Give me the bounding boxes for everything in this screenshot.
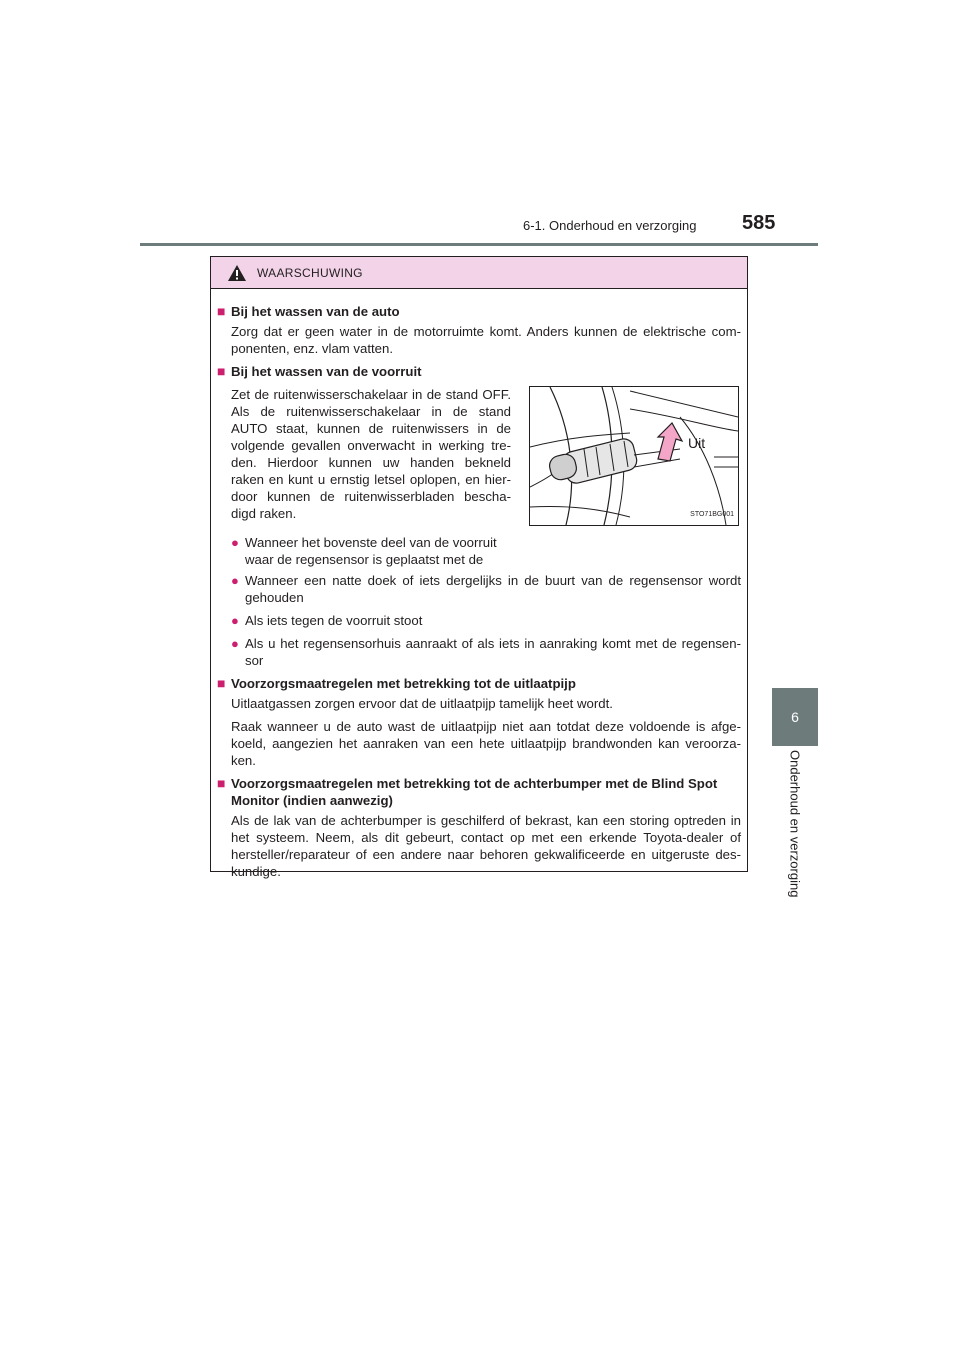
list-item: ● Wanneer het bovenste deel van de voorruit waar de regensensor is geplaatst met de <box>231 535 497 567</box>
chapter-label: Onderhoud en verzorging <box>787 749 803 898</box>
square-bullet-icon: ■ <box>217 775 226 791</box>
wiper-switch-illustration <box>530 387 738 525</box>
square-bullet-icon: ■ <box>217 303 226 319</box>
section-car-wash-text: Zorg dat er geen water in de motorruimte komt. Anders kunnen de elektrische com-ponenten, enz. vlam vatten. <box>231 324 741 356</box>
section-bumper-text: Als de lak van de achterbumper is geschilferd of bekrast, kan een storing optreden in het systeem. Neem, als dit gebeurt, contact op met een erkende Toyota-dealer of hersteller/reparateur of een andere naar behoren gekwalificeerde en uitgeruste des-kundige. <box>231 813 741 879</box>
list-item: ● Als iets tegen de voorruit stoot <box>231 613 423 628</box>
square-bullet-icon: ■ <box>217 363 226 379</box>
warning-box <box>210 256 748 879</box>
section-exhaust-title: ■ Voorzorgsmaatregelen met betrekking tot de uitlaatpijp <box>217 675 576 691</box>
warning-title: WAARSCHUWING <box>257 265 363 280</box>
round-bullet-icon: ● <box>231 613 239 628</box>
warning-content <box>211 289 747 880</box>
header-rule <box>140 243 818 246</box>
list-item: ● Als u het regensensorhuis aanraakt of als iets in aanraking komt met de regensen-sor <box>231 636 741 668</box>
round-bullet-icon: ● <box>231 535 239 550</box>
section-exhaust-text-1: Uitlaatgassen zorgen ervoor dat de uitlaatpijp tamelijk heet wordt. <box>231 696 613 711</box>
figure-label-uit: Uit <box>688 435 706 451</box>
warning-header <box>211 257 747 289</box>
section-title: 6-1. Onderhoud en verzorging <box>523 218 697 233</box>
chapter-number: 6 <box>791 709 799 725</box>
wiper-switch-figure <box>529 386 739 526</box>
round-bullet-icon: ● <box>231 573 239 588</box>
windshield-block <box>217 380 741 568</box>
section-windshield-title: ■ Bij het wassen van de voorruit <box>217 363 422 379</box>
figure-code: STO71BG001 <box>690 511 734 518</box>
warning-triangle-icon <box>227 264 247 282</box>
section-car-wash-title: ■ Bij het wassen van de auto <box>217 303 400 319</box>
windshield-text: Zet de ruitenwisserschakelaar in de stand OFF. Als de ruitenwisserschakelaar in de stand AUTO staat, kunnen de ruitenwissers in de volgende gevallen onverwacht in werking tre-den. Hierdoor kunnen uw handen bekneld raken en kunt u ernstig letsel oplopen, en hier-door kunnen de ruitenwisserbladen bescha-digd raken. <box>231 387 511 521</box>
page-number: 585 <box>742 212 776 234</box>
round-bullet-icon: ● <box>231 636 239 651</box>
section-exhaust-text-2: Raak wanneer u de auto wast de uitlaatpijp niet aan totdat deze voldoende is afge-koeld, aangezien het aanraken van een hete uitlaatpijp brandwonden kan veroorza-ken. <box>231 719 741 768</box>
square-bullet-icon: ■ <box>217 675 226 691</box>
section-bumper-title: ■ Voorzorgsmaatregelen met betrekking tot de achterbumper met de Blind Spot Monitor (indien aanwezig) <box>217 775 718 808</box>
list-item: ● Wanneer een natte doek of iets dergelijks in de buurt van de regensensor wordt gehouden <box>231 573 741 605</box>
chapter-tab[interactable] <box>772 688 818 746</box>
